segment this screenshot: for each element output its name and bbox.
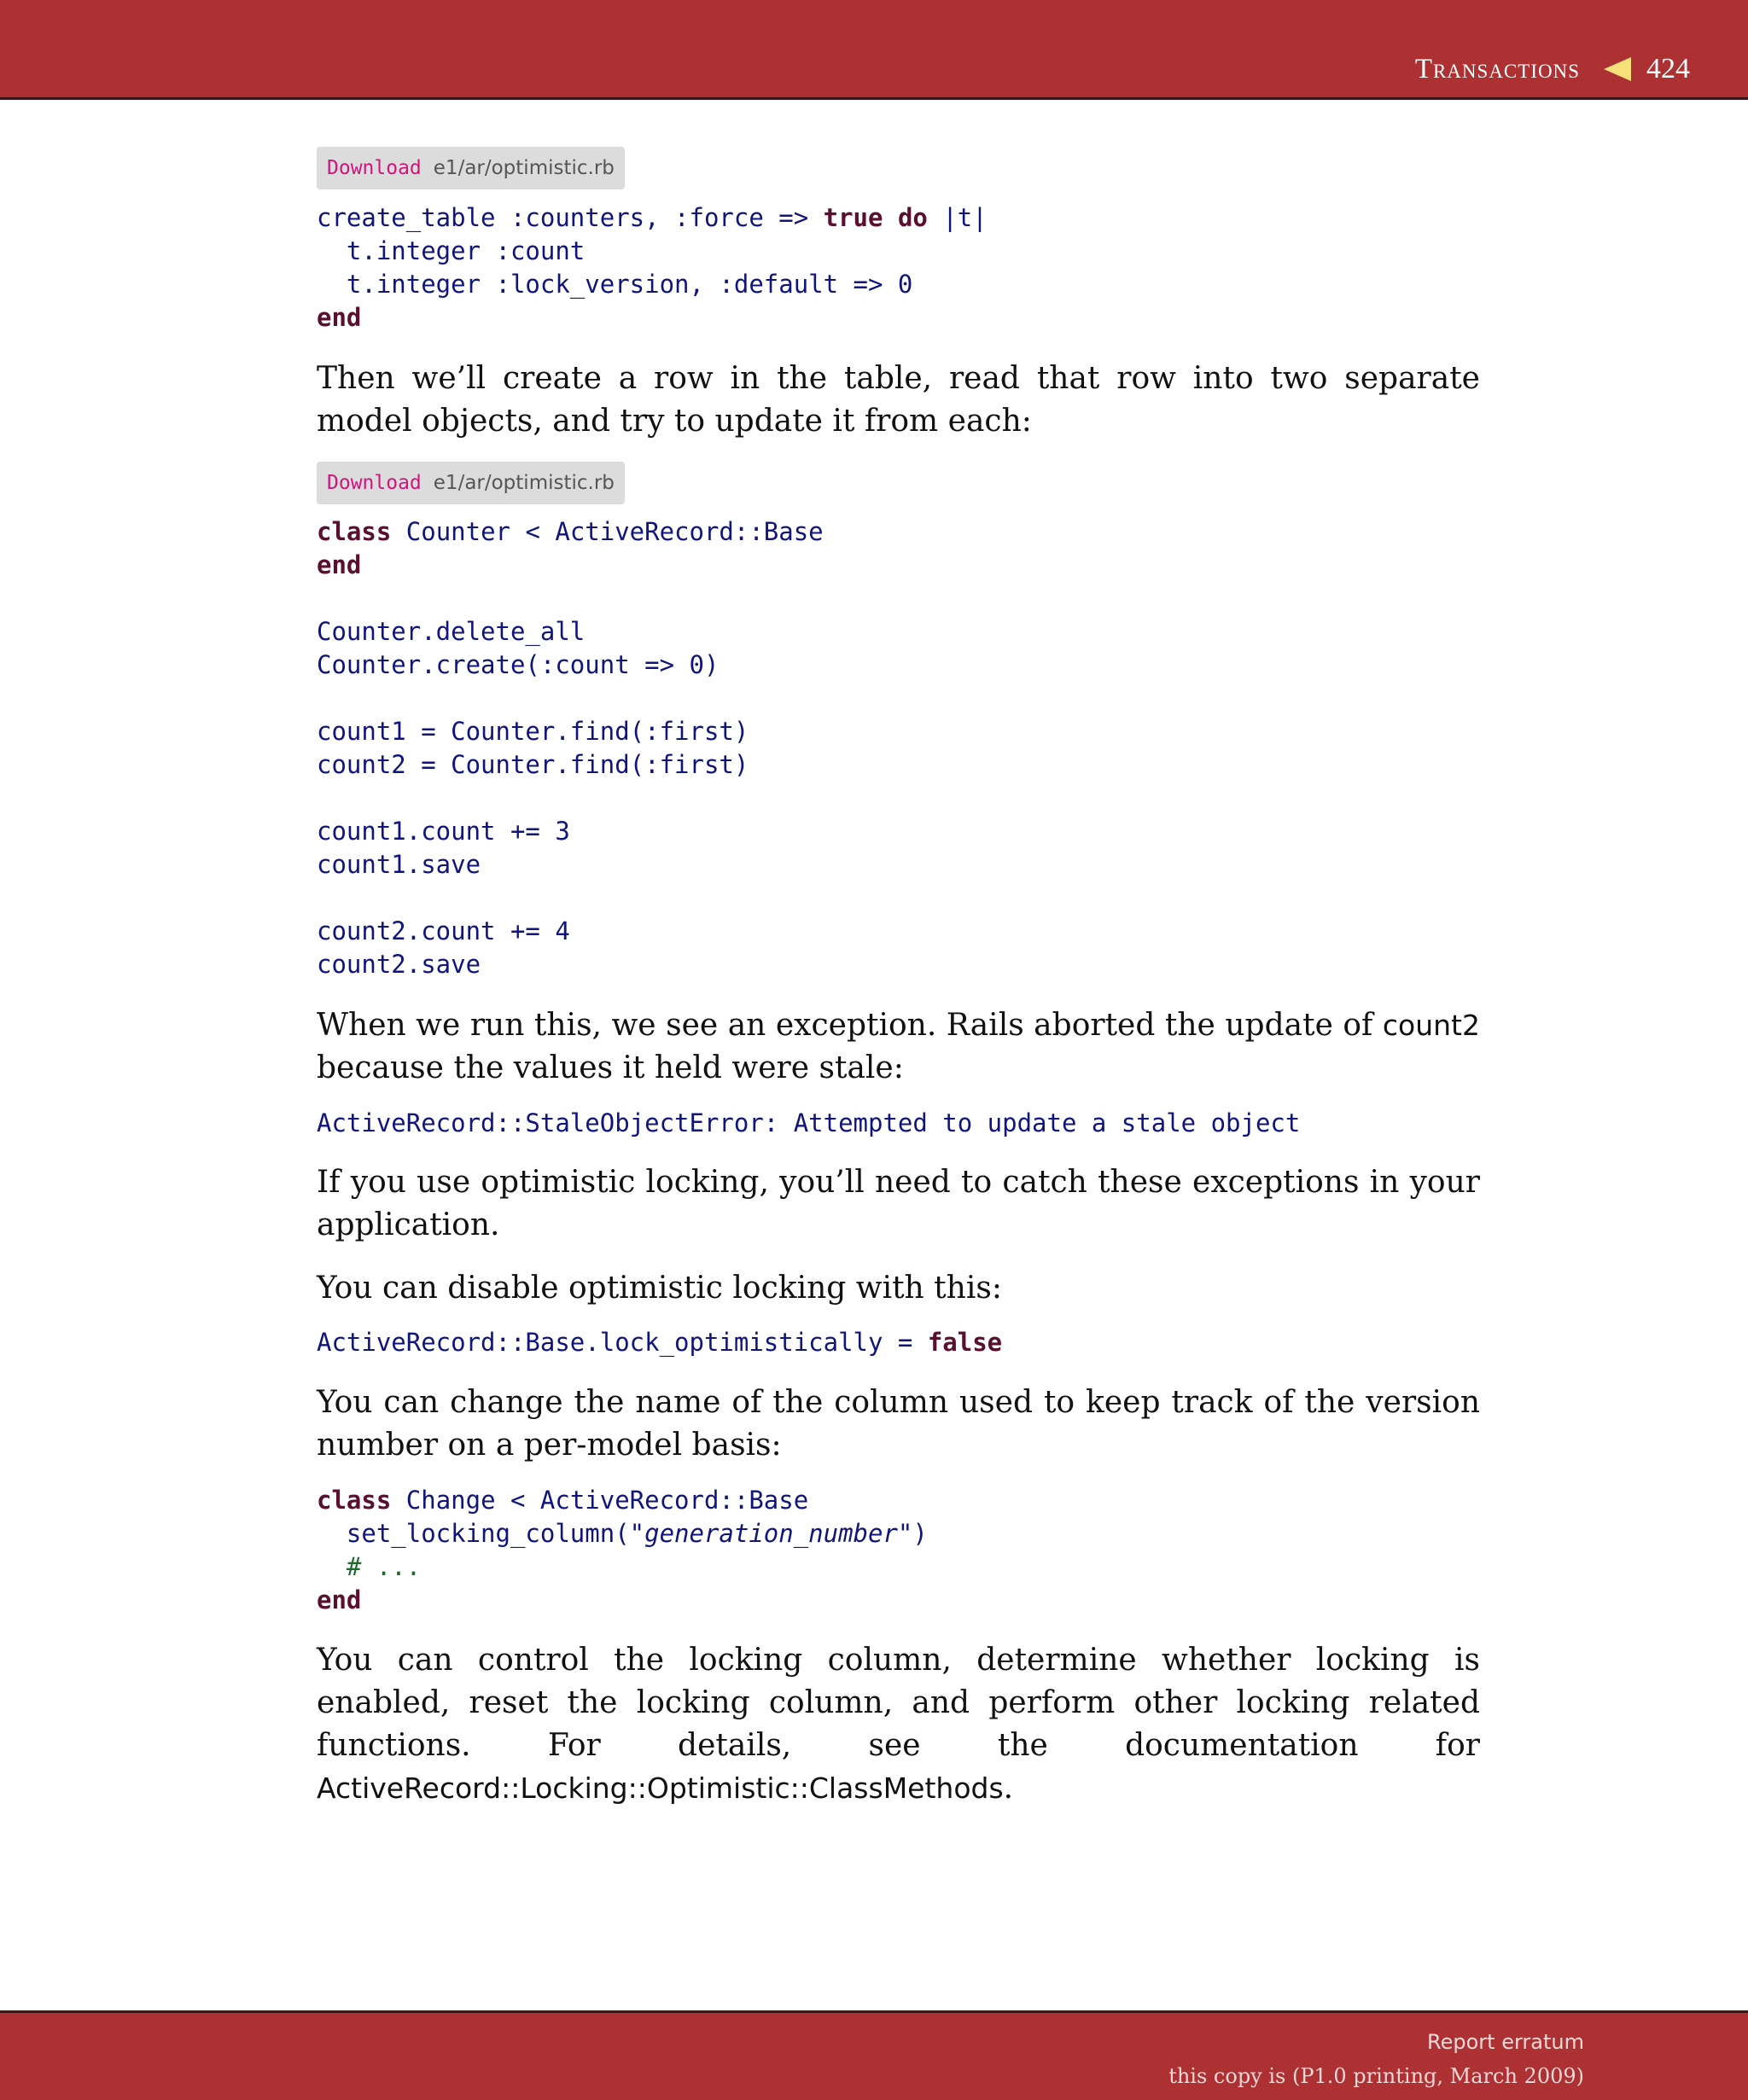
code-line: count2.save <box>317 950 481 979</box>
download-link[interactable] <box>317 462 625 504</box>
page-number: 424 <box>1646 53 1690 84</box>
code-line: Counter.create(:count => 0) <box>317 650 720 679</box>
download-label[interactable]: Download <box>327 472 422 494</box>
code-line: class Counter < ActiveRecord::Base <box>317 517 824 546</box>
inline-code: ActiveRecord::Locking::Optimistic::ClassMethods <box>317 1771 1004 1805</box>
paragraph: You can control the locking column, determine whether locking is enabled, reset the locking column, and perform other locking related functions. For details, see the documentation for ActiveRecord::Locking::Optimistic::ClassMethods. <box>317 1643 1480 1806</box>
paragraph: You can change the name of the column used to keep track of the version number on a per-model basis: <box>317 1385 1480 1463</box>
download-path[interactable]: e1/ar/optimistic.rb <box>433 157 615 179</box>
code-line: end <box>317 1585 362 1614</box>
header-nav <box>1415 53 1690 85</box>
code-line: end <box>317 550 362 579</box>
code-line: set_locking_column("generation_number") <box>317 1519 928 1548</box>
code-block-disable: ActiveRecord::Base.lock_optimistically = false <box>317 1328 1003 1357</box>
code-line: create_table :counters, :force => true do |t| <box>317 203 988 232</box>
code-line: count1.count += 3 <box>317 817 570 846</box>
code-line: count1.save <box>317 850 481 879</box>
page-header <box>0 0 1748 100</box>
download-label[interactable]: Download <box>327 157 422 179</box>
code-block-counter <box>317 515 824 981</box>
code-line: count2 = Counter.find(:first) <box>317 750 749 779</box>
paragraph: When we run this, we see an exception. Rails aborted the update of count2 because the values it held were stale: <box>317 1008 1480 1085</box>
code-block-error: ActiveRecord::StaleObjectError: Attempted to update a stale object <box>317 1108 1301 1137</box>
copy-info: this copy is (P1.0 printing, March 2009) <box>1168 2064 1584 2088</box>
code-line: class Change < ActiveRecord::Base <box>317 1486 809 1515</box>
inline-code: count2 <box>1382 1009 1480 1042</box>
code-line: end <box>317 303 362 332</box>
code-block-create-table <box>317 201 988 334</box>
code-line: t.integer :lock_version, :default => 0 <box>317 270 913 299</box>
paragraph: If you use optimistic locking, you’ll need to catch these exceptions in your application. <box>317 1165 1480 1242</box>
code-line: t.integer :count <box>317 236 586 265</box>
page-footer <box>0 2010 1748 2100</box>
paragraph: You can disable optimistic locking with this: <box>317 1271 1002 1306</box>
code-line: count2.count += 4 <box>317 916 570 945</box>
code-block-change <box>317 1484 928 1617</box>
code-line: Counter.delete_all <box>317 617 586 646</box>
arrow-left-icon[interactable] <box>1604 57 1631 81</box>
paragraph: Then we’ll create a row in the table, read that row into two separate model objects, and try to update it from each: <box>317 361 1480 439</box>
download-link[interactable] <box>317 147 625 189</box>
report-erratum-link[interactable]: Report erratum <box>1427 2030 1584 2054</box>
code-line: count1 = Counter.find(:first) <box>317 717 749 746</box>
code-comment: # ... <box>317 1552 422 1581</box>
download-path[interactable]: e1/ar/optimistic.rb <box>433 472 615 494</box>
section-title[interactable]: Transactions <box>1414 53 1580 84</box>
